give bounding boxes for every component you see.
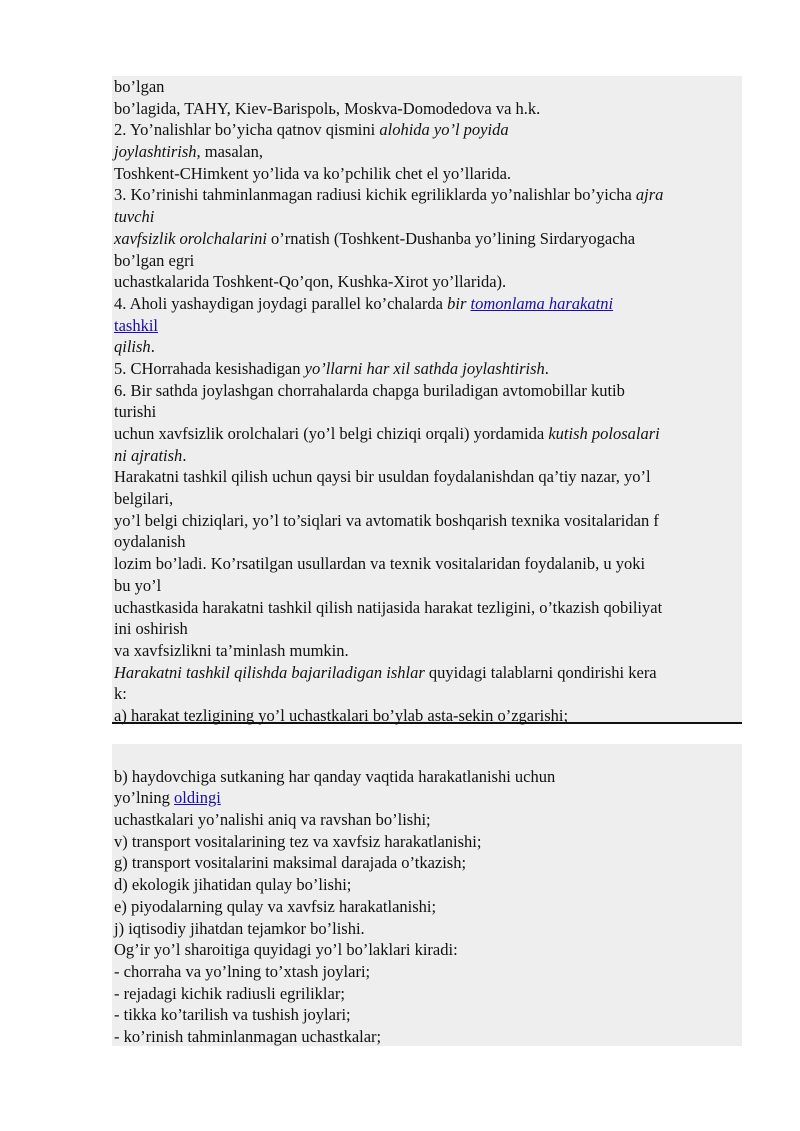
inline-link[interactable]: oldingi [174,788,221,808]
text-line [114,206,740,228]
text-line [114,531,740,553]
inline-link[interactable]: tashkil [114,315,158,335]
text-run: turishi [114,402,157,422]
text-run: lozim bo’ladi. Ko’rsatilgan usullardan va texnik vositalaridan foydalanib, u yoki [114,554,646,574]
text-run: b) haydovchiga sutkaning har qanday vaqtida harakatlanishi uchun [114,766,556,786]
text-line [114,874,740,896]
text-line [114,961,740,983]
text-run: uchastkalarida Toshkent-Qo’qon, Kushka-Xirot yo’llarida). [114,272,507,292]
italic-run: bir [447,293,471,313]
text-run: uchastkalari yo’nalishi aniq va ravshan bo’lishi; [114,810,431,830]
italic-run: ajra [635,185,664,205]
text-line [114,766,740,788]
text-run: - tikka ko’tarilish va tushish joylari; [114,1005,351,1025]
text-run: . [544,358,549,378]
text-line [114,184,740,206]
italic-run: tuvchi [114,207,155,227]
text-line [114,141,740,163]
text-run: bo’lagida, TAHY, Kiev-Barispolь, Moskva-Domodedova va h.k. [114,98,541,118]
text-run: Toshkent-CHimkent yo’lida va ko’pchilik chet el yo’llarida. [114,163,512,183]
text-run: d) ekologik jihatidan qulay bo’lishi; [114,875,352,895]
text-line [114,1004,740,1026]
text-run: - rejadagi kichik radiusli egriliklar; [114,983,345,1003]
text-run: Og’ir yo’l sharoitiga quyidagi yo’l bo’laklari kiradi: [114,940,458,960]
text-line [114,510,740,532]
text-line [114,809,740,831]
text-line [114,939,740,961]
italic-run: kutish polosalari [548,424,660,443]
text-run: 6. Bir sathda joylashgan chorrahalarda chapga buriladigan avtomobillar kutib [114,380,625,400]
text-line [114,852,740,874]
text-run: bu yo’l [114,575,162,595]
text-line [114,918,740,940]
text-line [114,831,740,853]
text-run: belgilari, [114,489,174,509]
text-line [114,98,740,120]
text-run: yo’l belgi chiziqlari, yo’l to’siqlari va avtomatik boshqarish texnika vositalaridan f [114,510,659,530]
text-run: bo’lgan egri [114,250,195,270]
text-line [114,445,740,467]
text-line [114,744,740,766]
text-block-lower [112,744,742,1046]
text-line [114,983,740,1005]
text-line [114,119,740,141]
italic-run: joylashtirish [114,142,197,162]
text-run: - ko’rinish tahminlanmagan uchastkalar; [114,1026,382,1046]
text-line [114,271,740,293]
text-run: j) iqtisodiy jihatdan tejamkor bo’lishi. [114,918,365,938]
text-run: 3. Ko’rinishi tahminlanmagan radiusi kichik egriliklarda yo’nalishlar bo’yicha [114,185,636,205]
text-run: ini oshirish [114,619,188,639]
text-line [114,401,740,423]
text-run: 5. CHorrahada kesishadigan [114,358,305,378]
text-line [114,618,740,640]
text-line [114,1026,740,1048]
text-run: k: [114,684,127,704]
text-line [114,662,740,684]
italic-run: qilish [114,337,151,357]
text-run: . [182,445,187,465]
text-run: e) piyodalarning qulay va xavfsiz harakatlanishi; [114,896,437,916]
text-line [114,705,740,727]
text-line [114,683,740,705]
text-line [114,787,740,809]
text-run: 4. Aholi yashaydigan joydagi parallel ko’chalarda [114,293,448,313]
text-line [114,228,740,250]
text-run: 2. Yo’nalishlar bo’yicha qatnov qismini [114,120,380,140]
text-line [114,597,740,619]
text-run: o’rnatish (Toshkent-Dushanba yo’lining Sirdaryogacha [266,228,636,248]
text-line [114,423,740,445]
text-run: - chorraha va yo’lning to’xtash joylari; [114,961,371,981]
text-line [114,466,740,488]
text-run: . [150,337,155,357]
text-run: bo’lgan [114,77,165,96]
text-run: quyidagi talablarni qondirishi kera [424,662,657,682]
text-run: uchastkasida harakatni tashkil qilish natijasida harakat tezligini, o’tkazish qobiliyat [114,597,663,617]
text-line [114,575,740,597]
text-run: v) transport vositalarining tez va xavfsiz harakatlanishi; [114,831,482,851]
text-line [114,488,740,510]
text-run: uchun xavfsizlik orolchalari (yo’l belgi chiziqi orqali) yordamida [114,424,549,443]
text-block-upper [112,76,742,724]
text-run: Harakatni tashkil qilish uchun qaysi bir usuldan foydalanishdan qa’tiy nazar, yo’l [114,467,651,487]
text-line [114,163,740,185]
inline-link[interactable]: tomonlama harakatni [470,293,614,313]
italic-run: yo’llarni har xil sathda joylashtirish [304,358,545,378]
italic-run: Harakatni tashkil qilishda bajariladigan ishlar [114,662,425,682]
text-line [114,250,740,272]
italic-run: ni ajratish [114,445,183,465]
text-run: oydalanish [114,532,186,552]
text-line [114,336,740,358]
text-run: g) transport vositalarini maksimal darajada o’tkazish; [114,853,467,873]
text-line [114,293,740,315]
text-run: , masalan, [196,142,263,162]
italic-run: xavfsizlik orolchalarini [114,228,267,248]
text-line [114,76,740,98]
text-line [114,358,740,380]
text-line [114,380,740,402]
text-line [114,640,740,662]
text-run: va xavfsizlikni ta’minlash mumkin. [114,640,349,660]
text-line [114,315,740,337]
text-line [114,896,740,918]
text-run: a) harakat tezligining yo’l uchastkalari bo’ylab asta-sekin o’zgarishi; [114,705,569,725]
text-run: yo’lning [114,788,175,808]
italic-run: alohida yo’l poyida [379,120,509,140]
text-line [114,553,740,575]
